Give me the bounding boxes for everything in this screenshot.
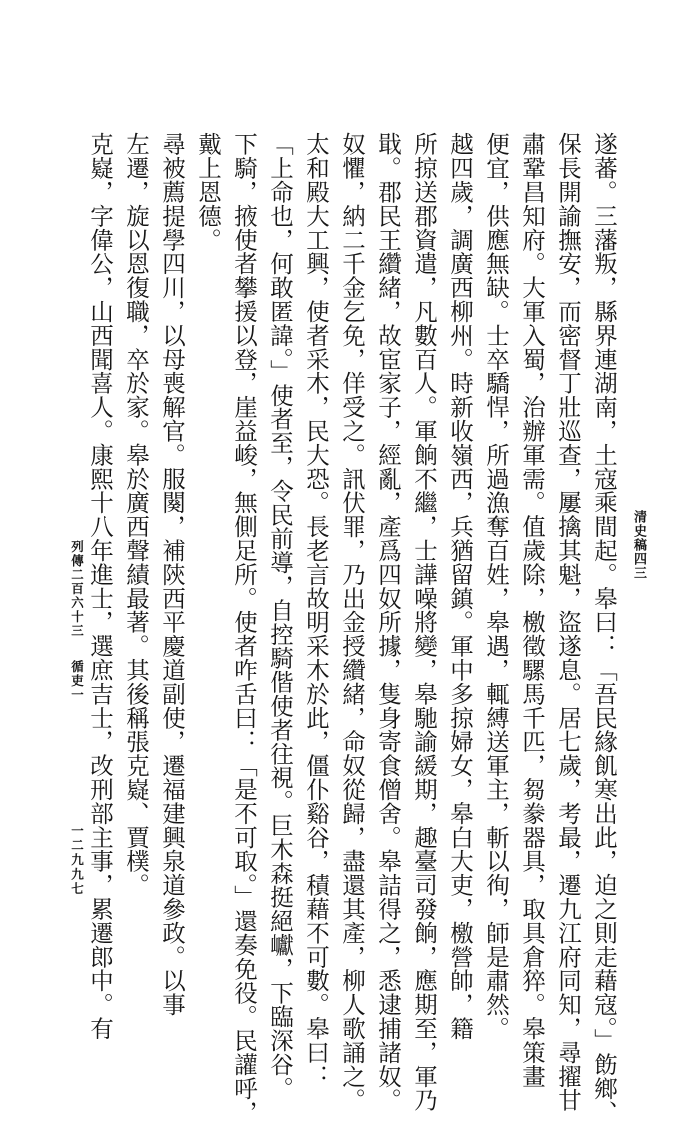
section-title: 循吏一 [69, 660, 85, 702]
text-column-13: 尋被薦提學四川，以母喪解官。服闋，補陝西平慶道副使，遷福建興泉道參政。以事 [158, 132, 186, 1017]
text-column-6: 所掠送郡資遣，凡數百人。軍餉不繼，士譁噪將變，皋馳諭緩期，趣臺司發餉，應期至，軍乃 [410, 132, 438, 1112]
text-column-10: 「上命也，何敢匿諱。」使者至，令民前導，自控騎偕使者往視。巨木森挺絕巘，下臨深谷。 [266, 132, 294, 1101]
running-footer-chapter [70, 540, 83, 702]
chapter-title: 列傳二百六十三 [69, 540, 85, 638]
text-column-5: 越四歲，調廣西柳州。時新收嶺西，兵猶留鎮。軍中多掠婦女，皋白大吏，檄營帥，籍 [446, 132, 474, 1041]
text-column-4: 便宜，供應無缺。士卒驕悍，所過漁奪百姓，皋遇，輒縛送軍主，斬以徇，師是肅然。 [482, 132, 510, 1041]
text-column-2: 保長開諭撫安，而密督丁壯巡查，屢擒其魁，盜遂息。居七歲，考最，遷九江府同知，尋擢甘 [554, 132, 582, 1112]
text-column-15: 克嶷，字偉公，山西聞喜人。康熙十八年進士，選庶吉士，改刑部主事，累遷郎中。有 [86, 132, 114, 1041]
text-column-7: 戢。郡民王纘緒，故宦家子，經亂，產爲四奴所據，隻身寄食僧舍。皋詰得之，悉逮捕諸奴。 [374, 132, 402, 1112]
text-column-12: 戴上恩德。 [194, 132, 222, 252]
text-column-14: 左遷，旋以恩復職，卒於家。皋於廣西聲績最著。其後稱張克嶷、賈樸。 [122, 132, 150, 897]
page-number: 一二九九七 [69, 824, 85, 897]
text-column-9: 太和殿大工興，使者采木，民大恐。長老言故明采木於此，僵仆谿谷，積藉不可數。皋曰： [302, 132, 330, 1088]
text-column-11: 下騎，掖使者攀援以登，崖益峻，無側足所。使者咋舌曰：「是不可取。」還奏免役。民讙呼， [230, 132, 258, 1124]
text-column-8: 奴懼，納二千金乞免，佯受之。訊伏罪，乃出金授纘緒，命奴從歸，盡還其產，柳人歌誦之。 [338, 132, 366, 1112]
text-column-1: 遂蕃。三藩叛，縣界連湖南，土寇乘間起。皋曰：「吾民緣飢寒出此，迫之則走藉寇。」飭鄉、 [590, 132, 618, 1124]
running-header-title: 清史稿四三 [631, 510, 646, 580]
text-column-3: 肅鞏昌知府。大軍入蜀，治辦軍需。值歲除，檄徵騾馬千匹，芻豢器具，取具倉猝。皋策畫 [518, 132, 546, 1088]
